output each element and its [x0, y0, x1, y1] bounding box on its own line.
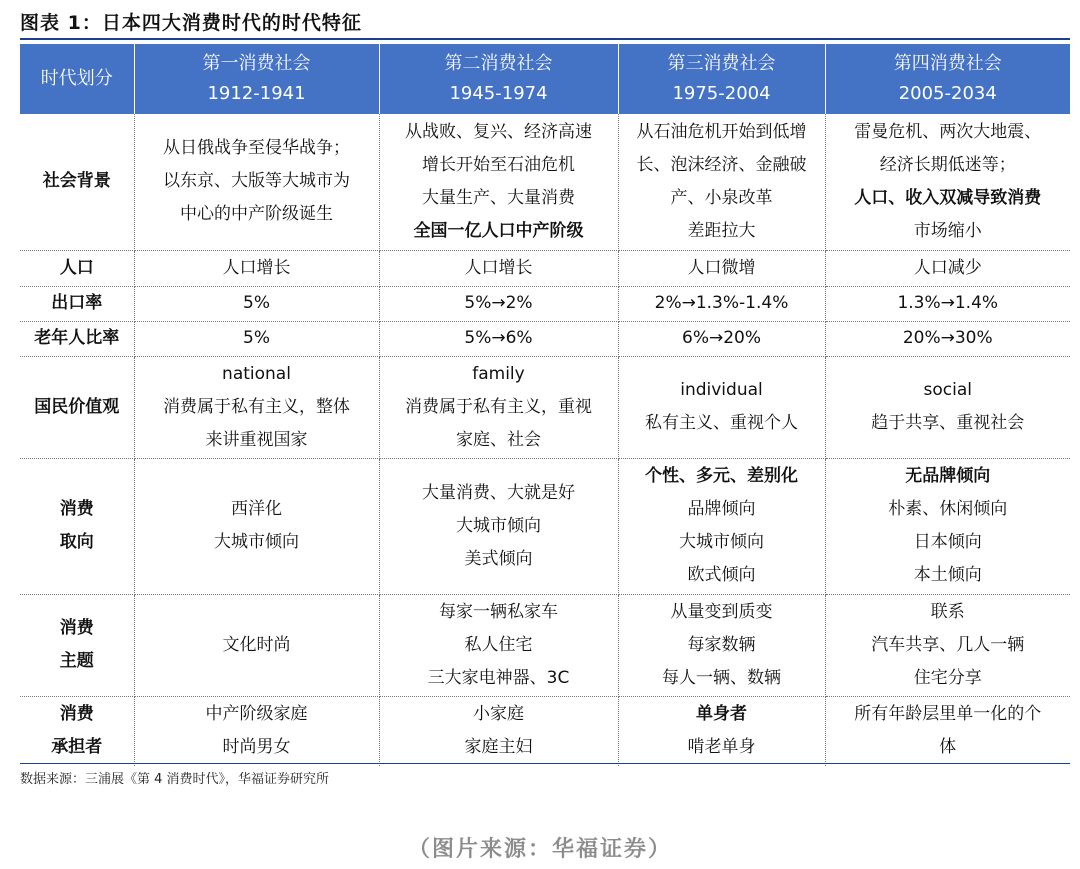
cell-line-bold: 全国一亿人口中产阶级: [413, 220, 584, 241]
cell-line: 中心的中产阶级诞生: [180, 204, 333, 225]
cell-elderly-ratio-3: 6%→20%: [618, 321, 825, 356]
cell-line: 每家数辆: [687, 634, 756, 655]
cell-line: 小家庭: [473, 704, 524, 725]
cell-bearer-1: [134, 696, 379, 766]
cell-birth-rate-3: 2%→1.3%-1.4%: [618, 286, 825, 321]
cell-line: 增长开始至石油危机: [422, 154, 575, 175]
row-label-theme: [20, 594, 134, 696]
row-label-line: 主题: [59, 651, 94, 671]
row-label-elderly-ratio: 老年人比率: [20, 321, 134, 356]
cell-line: 大城市倾向: [456, 515, 541, 536]
era-2-years: 1945-1974: [449, 83, 548, 104]
cell-line: individual: [680, 380, 763, 400]
cell-line: 以东京、大版等大城市为: [163, 171, 350, 192]
row-label-values: 国民价值观: [20, 356, 134, 458]
cell-elderly-ratio-2: 5%→6%: [379, 321, 618, 356]
cell-line: 欧式倾向: [687, 565, 756, 585]
table-row-birth-rate: [20, 286, 1070, 321]
cell-line: 差距拉大: [687, 220, 756, 241]
cell-line-bold: 个性、多元、差别化: [645, 466, 798, 486]
row-label-line: 消费: [59, 704, 94, 725]
cell-line: 本土倾向: [913, 565, 982, 585]
row-label-line: 取向: [59, 532, 94, 552]
cell-bearer-3: [618, 696, 825, 766]
cell-line: 美式倾向: [464, 548, 533, 569]
row-label-population: 人口: [20, 250, 134, 286]
cell-birth-rate-1: 5%: [134, 286, 379, 321]
cell-line: 产、小泉改革: [670, 187, 773, 208]
cell-line: 每家一辆私家车: [439, 601, 558, 622]
cell-values-2: [379, 356, 618, 458]
cell-population-2: 人口增长: [379, 250, 618, 286]
cell-line: 每人一辆、数辆: [662, 667, 781, 688]
cell-line: 三大家电神器、3C: [427, 667, 570, 688]
cell-population-1: 人口增长: [134, 250, 379, 286]
cell-line: 经济长期低迷等；: [879, 154, 1016, 175]
cell-birth-rate-2: 5%→2%: [379, 286, 618, 321]
cell-background-4: [825, 114, 1070, 250]
cell-line: 时尚男女: [222, 737, 291, 758]
data-source-note: 数据来源：三浦展《第 4 消费时代》，华福证券研究所: [20, 772, 330, 787]
cell-line: 雷曼危机、两次大地震、: [854, 121, 1042, 142]
header-era-2: [379, 44, 618, 114]
cell-line: 文化时尚: [222, 634, 291, 655]
era-2-name: 第二消费社会: [444, 53, 553, 74]
era-1-years: 1912-1941: [207, 83, 306, 104]
cell-orientation-3: [618, 458, 825, 594]
cell-line: 大量生产、大量消费: [422, 187, 575, 208]
cell-background-1: [134, 114, 379, 250]
row-label-line: 消费: [59, 499, 94, 519]
cell-line-bold: 人口、收入双减导致消费: [854, 187, 1042, 208]
cell-line: family: [472, 363, 525, 384]
cell-line: 大城市倾向: [679, 532, 764, 552]
cell-elderly-ratio-1: 5%: [134, 321, 379, 356]
cell-line: 私有主义、重视个人: [645, 413, 798, 433]
cell-bearer-2: [379, 696, 618, 766]
cell-theme-4: [825, 594, 1070, 696]
era-4-years: 2005-2034: [898, 83, 997, 104]
cell-bearer-4: [825, 696, 1070, 766]
era-4-name: 第四消费社会: [893, 53, 1002, 74]
table-row-values: [20, 356, 1070, 458]
row-label-background: 社会背景: [20, 114, 134, 250]
row-label-line: 消费: [59, 618, 94, 638]
cell-line: 家庭主妇: [464, 737, 533, 758]
cell-orientation-4: [825, 458, 1070, 594]
cell-background-2: [379, 114, 618, 250]
cell-line: 趋于共享、重视社会: [871, 413, 1025, 433]
cell-line: 从战败、复兴、经济高速: [405, 121, 592, 142]
row-label-line: 承担者: [51, 737, 103, 758]
cell-line: 住宅分享: [913, 667, 982, 688]
era-3-name: 第三消费社会: [667, 53, 776, 74]
cell-population-3: 人口微增: [618, 250, 825, 286]
cell-birth-rate-4: 1.3%→1.4%: [825, 286, 1070, 321]
table-row-population: [20, 250, 1070, 286]
cell-line: 从量变到质变: [670, 601, 773, 622]
title-divider: [20, 38, 1070, 40]
table-row-elderly-ratio: [20, 321, 1070, 356]
cell-line: 联系: [930, 601, 965, 622]
table-row-bearer: [20, 696, 1070, 766]
table-row-orientation: [20, 458, 1070, 594]
table-title: 图表 1：日本四大消费时代的时代特征: [20, 12, 362, 34]
cell-line: 私人住宅: [464, 634, 533, 655]
row-label-orientation: [20, 458, 134, 594]
cell-line: 西洋化: [231, 499, 282, 519]
header-era-3: [618, 44, 825, 114]
cell-population-4: 人口减少: [825, 250, 1070, 286]
row-label-birth-rate: 出口率: [20, 286, 134, 321]
cell-line: 汽车共享、几人一辆: [871, 634, 1025, 655]
cell-line: 啃老单身: [687, 737, 756, 758]
cell-line-bold: 单身者: [696, 704, 747, 725]
era-characteristics-table: [20, 44, 1070, 766]
cell-line: 中产阶级家庭: [205, 704, 308, 725]
era-1-name: 第一消费社会: [202, 53, 311, 74]
cell-line: social: [923, 380, 972, 400]
header-row: [20, 44, 1070, 114]
image-source-caption: （图片来源：华福证券）: [407, 837, 672, 862]
cell-line: 品牌倾向: [687, 499, 756, 519]
cell-line: 日本倾向: [913, 532, 982, 552]
cell-values-4: [825, 356, 1070, 458]
cell-line: 所有年龄层里单一化的个: [854, 704, 1042, 725]
era-3-years: 1975-2004: [672, 83, 771, 104]
cell-line: 消费属于私有主义，重视: [405, 396, 592, 417]
cell-line: 朴素、休闲倾向: [888, 499, 1008, 519]
table-row-background: [20, 114, 1070, 250]
cell-line: 大量消费、大就是好: [422, 482, 575, 503]
table-bottom-divider: [20, 763, 1070, 764]
cell-values-3: [618, 356, 825, 458]
cell-line: national: [222, 363, 291, 384]
header-era-4: [825, 44, 1070, 114]
row-label-bearer: [20, 696, 134, 766]
cell-theme-3: [618, 594, 825, 696]
cell-values-1: [134, 356, 379, 458]
cell-elderly-ratio-4: 20%→30%: [825, 321, 1070, 356]
cell-background-3: [618, 114, 825, 250]
cell-line-bold: 无品牌倾向: [905, 466, 991, 486]
header-era-division: 时代划分: [20, 44, 134, 114]
cell-theme-1: [134, 594, 379, 696]
cell-line: 长、泡沫经济、金融破: [636, 154, 807, 175]
cell-line: 消费属于私有主义，整体: [163, 396, 350, 417]
cell-line: 体: [939, 737, 957, 758]
cell-line: 来讲重视国家: [205, 429, 308, 450]
cell-line: 大城市倾向: [214, 532, 299, 552]
cell-line: 从石油危机开始到低增: [636, 121, 807, 142]
cell-line: 家庭、社会: [456, 429, 541, 450]
cell-orientation-1: [134, 458, 379, 594]
table-row-theme: [20, 594, 1070, 696]
cell-theme-2: [379, 594, 618, 696]
cell-line: 从日俄战争至侵华战争；: [163, 138, 350, 159]
cell-orientation-2: [379, 458, 618, 594]
header-era-1: [134, 44, 379, 114]
cell-line: 市场缩小: [913, 220, 982, 241]
